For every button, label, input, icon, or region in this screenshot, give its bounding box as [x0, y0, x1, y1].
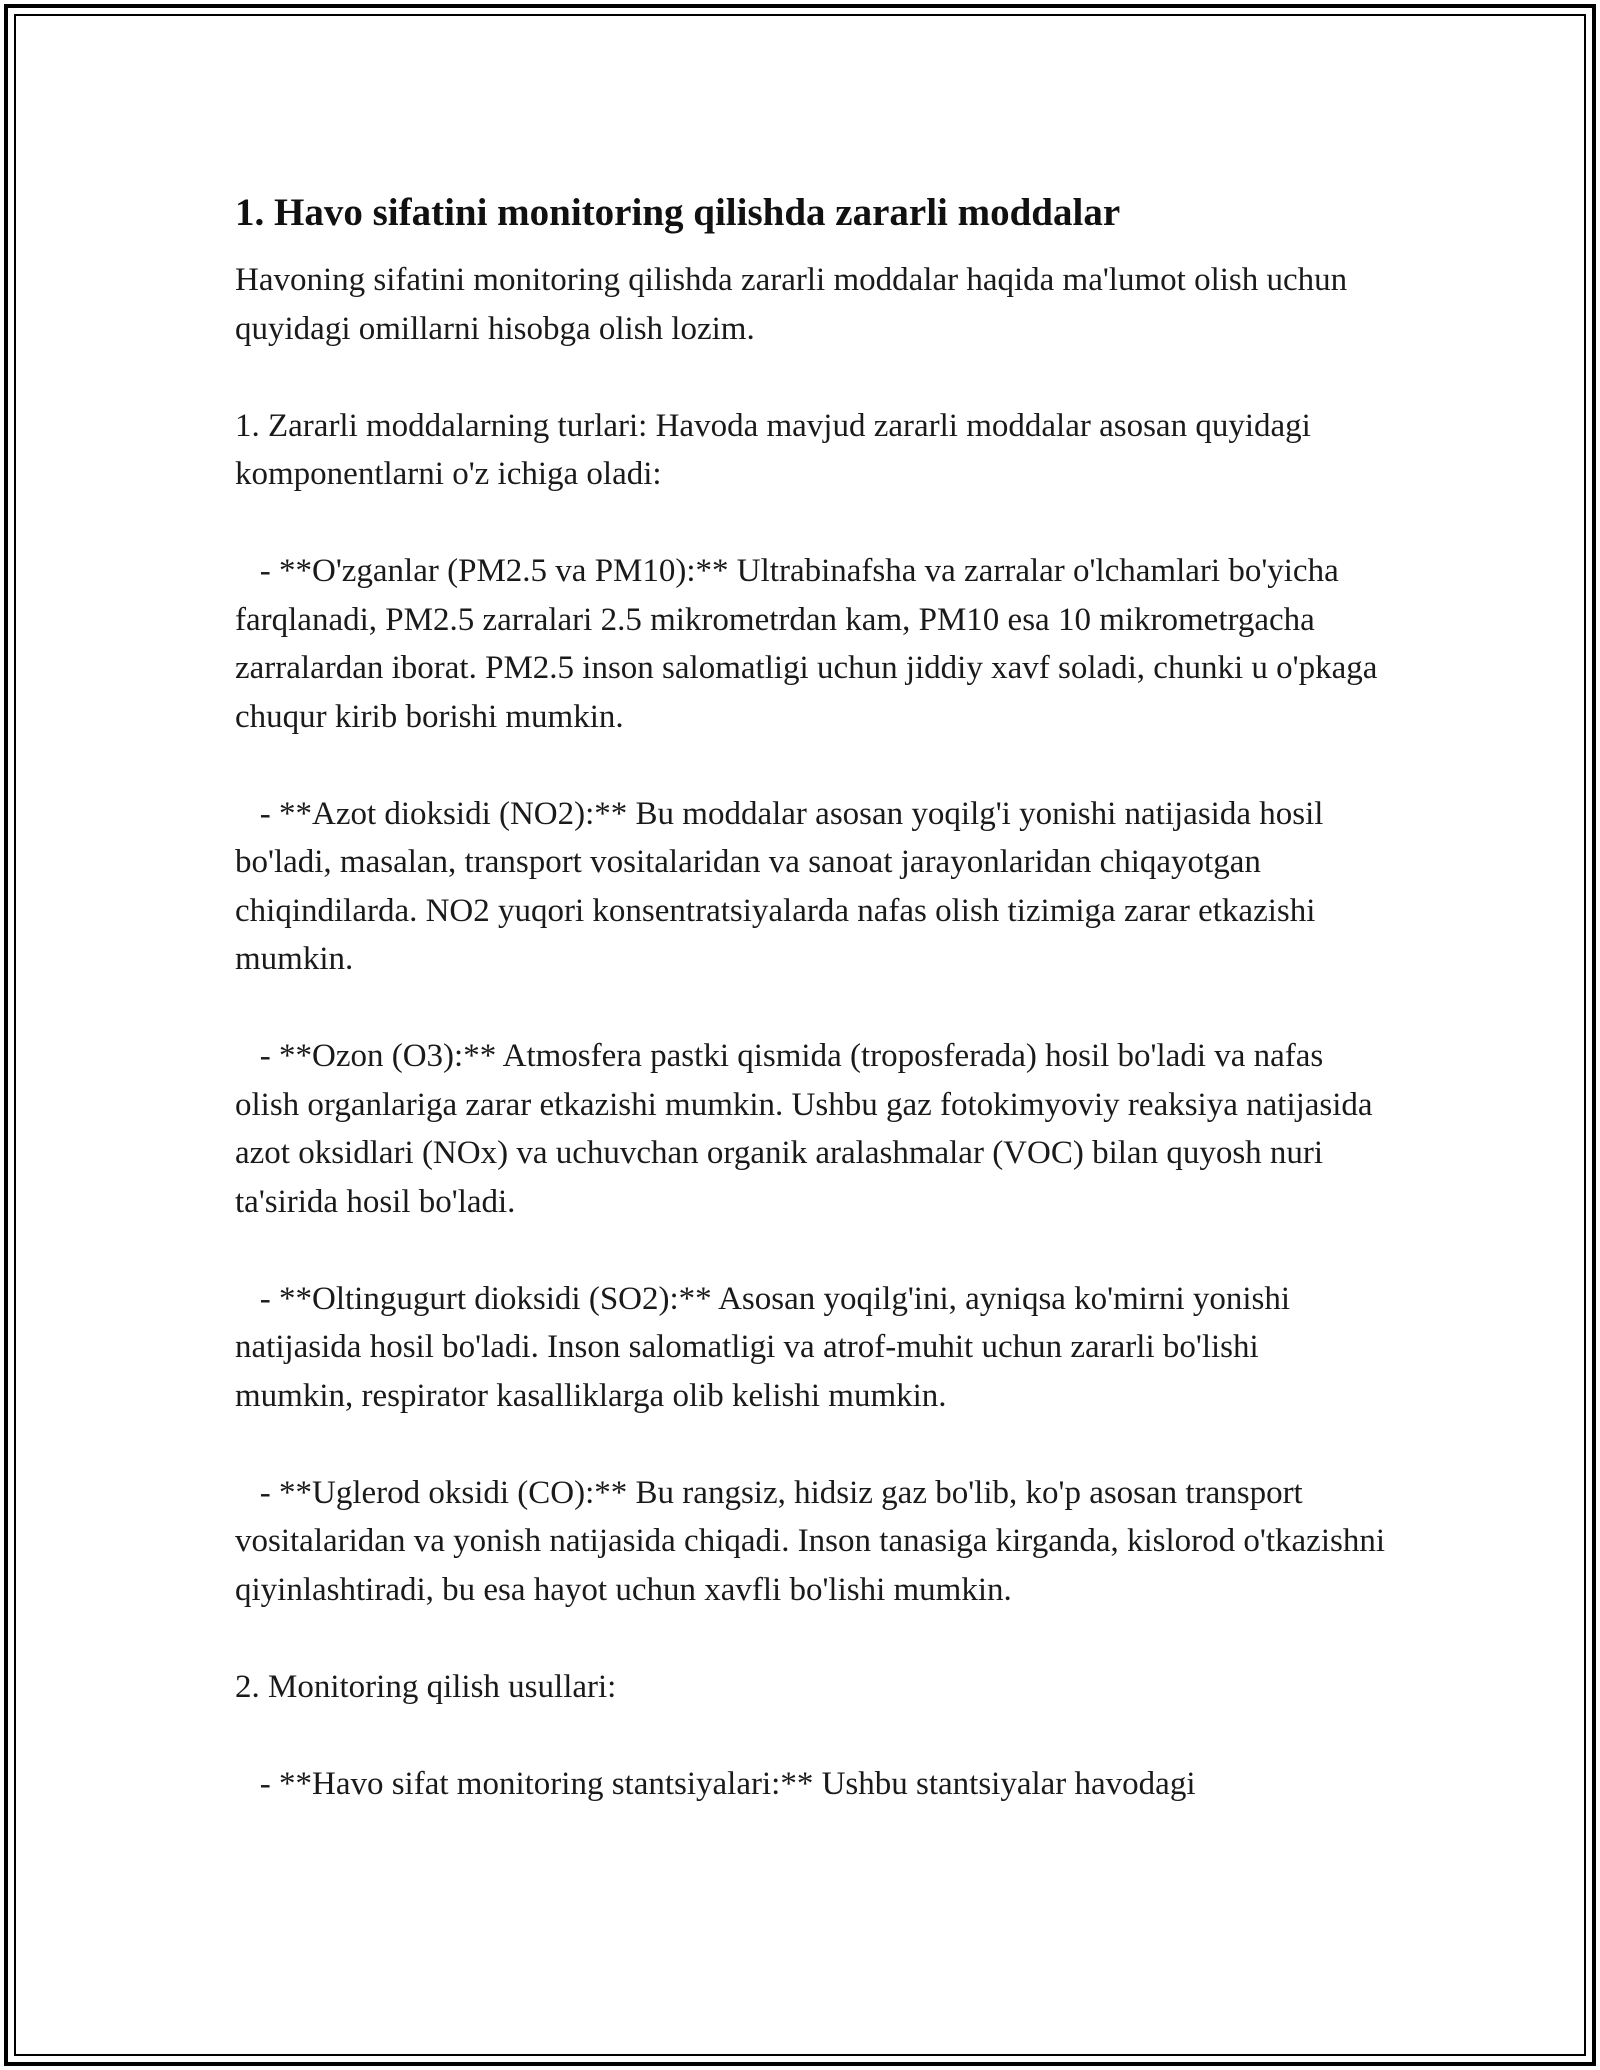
document-title: 1. Havo sifatini monitoring qilishda zararli moddalar	[235, 191, 1121, 234]
document-body	[235, 185, 1394, 1808]
section-2-heading: 2. Monitoring qilish usullari:	[235, 1668, 617, 1705]
item-ozone: - **Ozon (O3):** Atmosfera pastki qismida (troposferada) hosil bo'ladi va nafas olish organlariga zarar etkazishi mumkin. Ushbu gaz fotokimyoviy reaksiya natijasida azot oksidlari (NOx) va uchuvchan organik aralashmalar (VOC) bilan quyosh nuri ta'sirida hosil bo'ladi.	[235, 1038, 1381, 1220]
intro-paragraph: Havoning sifatini monitoring qilishda zararli moddalar haqida ma'lumot olish uchun quyidagi omillarni hisobga olish lozim.	[235, 262, 1356, 347]
item-sulfur-dioxide: - **Oltingugurt dioksidi (SO2):** Asosan yoqilg'ini, ayniqsa ko'mirni yonishi natijasida hosil bo'ladi. Inson salomatligi va atrof-muhit uchun zararli bo'lishi mumkin, respirator kasalliklarga olib kelishi mumkin.	[235, 1280, 1299, 1414]
section-1-heading: 1. Zararli moddalarning turlari: Havoda mavjud zararli moddalar asosan quyidagi komponentlarni o'z ichiga oladi:	[235, 407, 1320, 492]
item-monitoring-stations: - **Havo sifat monitoring stantsiyalari:** Ushbu stantsiyalar havodagi	[235, 1765, 1196, 1802]
item-nitrogen-dioxide: - **Azot dioksidi (NO2):** Bu moddalar asosan yoqilg'i yonishi natijasida hosil bo'ladi, masalan, transport vositalaridan va sanoat jarayonlaridan chiqayotgan chiqindilarda. NO2 yuqori konsentratsiyalarda nafas olish tizimiga zarar etkazishi mumkin.	[235, 795, 1332, 977]
item-particulate-matter: - **O'zganlar (PM2.5 va PM10):** Ultrabinafsha va zarralar o'lchamlari bo'yicha farqlanadi, PM2.5 zarralari 2.5 mikrometrdan kam, PM10 esa 10 mikrometrgacha zarralardan iborat. PM2.5 inson salomatligi uchun jiddiy xavf soladi, chunki u o'pkaga chuqur kirib borishi mumkin.	[235, 553, 1386, 735]
item-carbon-monoxide: - **Uglerod oksidi (CO):** Bu rangsiz, hidsiz gaz bo'lib, ko'p asosan transport vositalaridan va yonish natijasida chiqadi. Inson tanasiga kirganda, kislorod o'tkazishni qiyinlashtiradi, bu esa hayot uchun xavfli bo'lishi mumkin.	[235, 1474, 1394, 1608]
